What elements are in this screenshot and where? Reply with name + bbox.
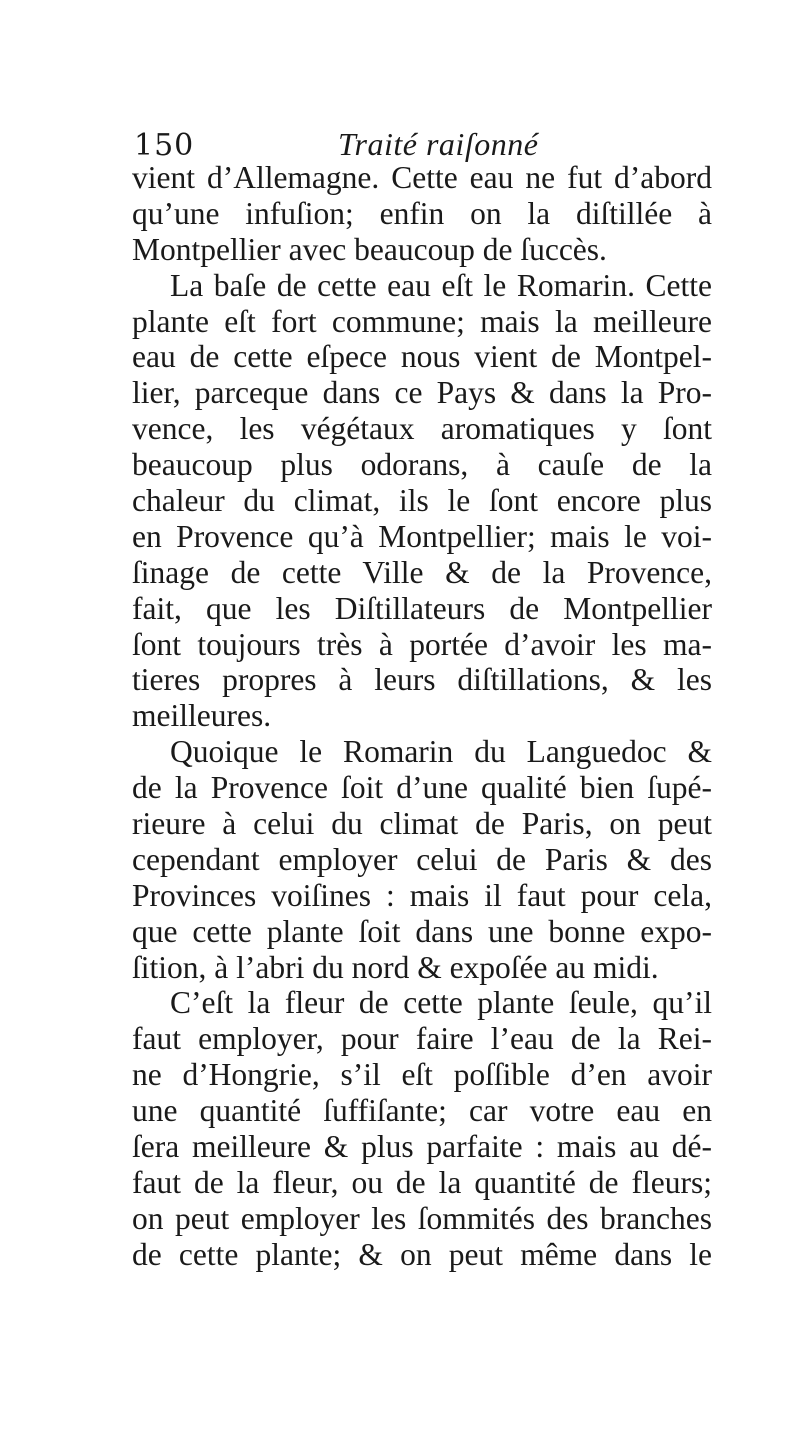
text-line: faut de la fleur, ou de la quantité de fleurs;: [132, 1164, 712, 1200]
text-line: ſont toujours très à portée d’avoir les ma-: [132, 626, 712, 662]
page-number: 150: [134, 128, 195, 163]
text-line: Quoique le Romarin du Languedoc &: [170, 734, 712, 770]
text-line: en Provence qu’à Montpellier; mais le voi-: [132, 518, 712, 554]
text-line: faut employer, pour faire l’eau de la Rei-: [132, 1021, 712, 1057]
body-text: [132, 160, 712, 1273]
text-line: Provinces voiſines : mais il faut pour cela,: [132, 877, 712, 913]
text-line: La baſe de cette eau eſt le Romarin. Cette: [170, 267, 712, 303]
text-line: ſinage de cette Ville & de la Provence,: [132, 554, 712, 590]
text-line: meilleures.: [132, 698, 272, 734]
text-line: vence, les végétaux aromatiques y ſont: [132, 411, 712, 447]
text-line: ne d’Hongrie, s’il eſt poſſible d’en avoir: [132, 1057, 712, 1093]
text-line: ſera meilleure & plus parfaite : mais au dé-: [132, 1129, 712, 1165]
text-line: rieure à celui du climat de Paris, on peut: [132, 806, 712, 842]
text-line: chaleur du climat, ils le ſont encore plus: [132, 483, 712, 519]
text-line: Montpellier avec beaucoup de ſuccès.: [132, 231, 607, 267]
text-line: de cette plante; & on peut même dans le: [132, 1236, 712, 1272]
text-line: qu’une infuſion; enfin on la diſtillée à: [132, 195, 712, 231]
text-line: ſition, à l’abri du nord & expoſée au midi.: [132, 949, 659, 985]
text-line: lier, parceque dans ce Pays & dans la Pro-: [132, 375, 712, 411]
text-line: tieres propres à leurs diſtillations, & les: [132, 662, 712, 698]
text-line: C’eſt la fleur de cette plante ſeule, qu’il: [170, 985, 712, 1021]
text-line: fait, que les Diſtillateurs de Montpellier: [132, 590, 712, 626]
text-line: plante eſt fort commune; mais la meilleure: [132, 303, 712, 339]
text-line: eau de cette eſpece nous vient de Montpel-: [132, 339, 712, 375]
text-line: une quantité ſuffiſante; car votre eau en: [132, 1093, 712, 1129]
text-line: de la Provence ſoit d’une qualité bien ſupé-: [132, 770, 712, 806]
text-line: que cette plante ſoit dans une bonne expo-: [132, 913, 712, 949]
text-line: on peut employer les ſommités des branches: [132, 1200, 712, 1236]
text-line: vient d’Allemagne. Cette eau ne fut d’abord: [132, 160, 712, 195]
running-title: Traité raiſonné: [338, 126, 539, 162]
text-line: cependant employer celui de Paris & des: [132, 841, 712, 877]
text-line: beaucoup plus odorans, à cauſe de la: [132, 447, 712, 483]
